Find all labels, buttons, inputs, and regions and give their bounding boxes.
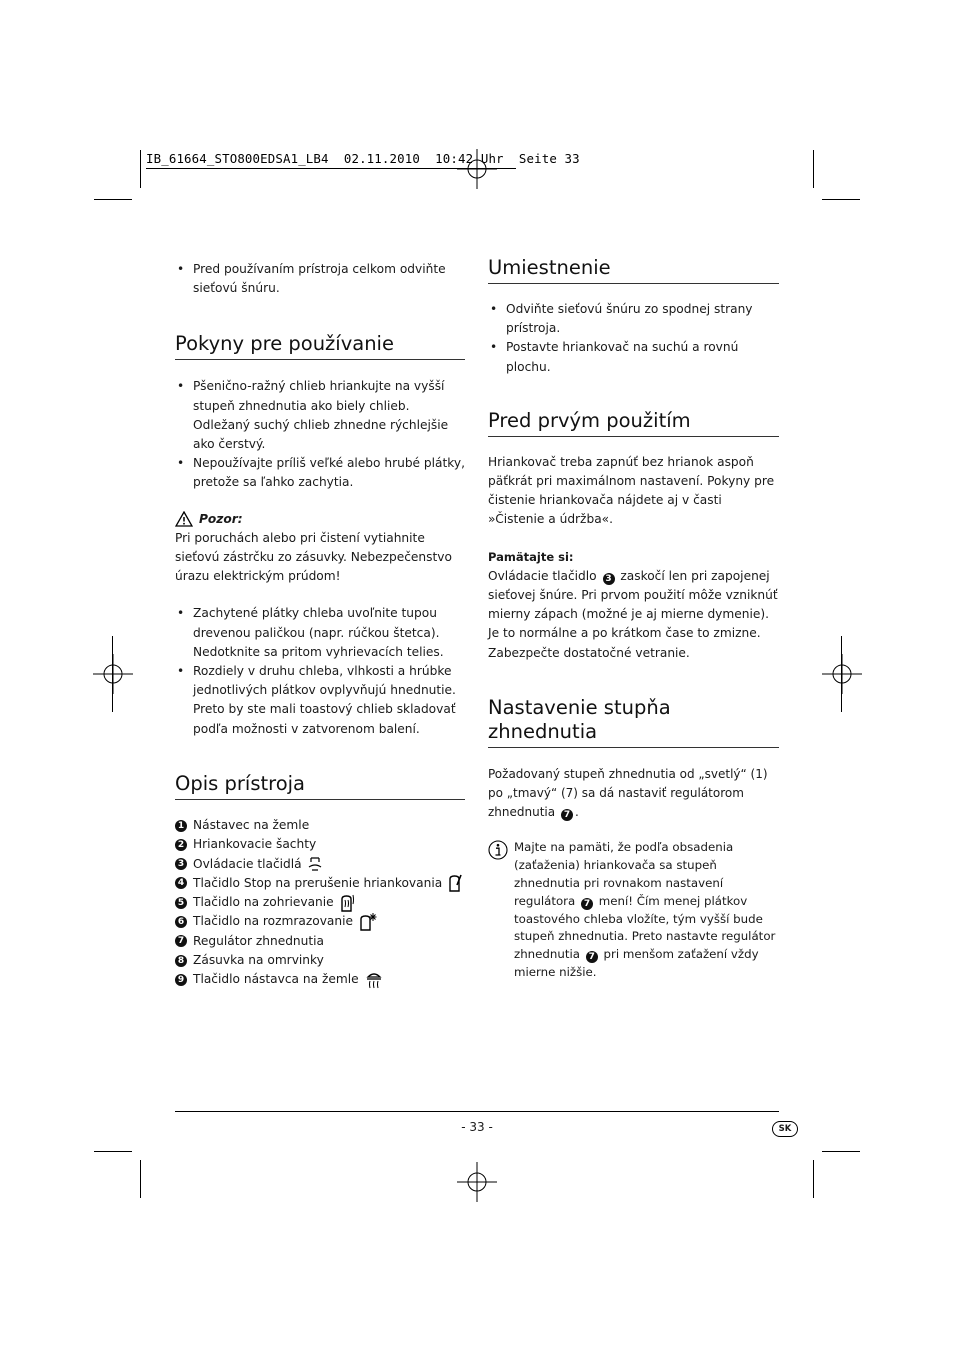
part-number: 4 [175, 877, 187, 889]
list-item: • Zachytené plátky chleba uvoľnite tupou drevenou paličkou (napr. rúčkou štetca). Nedotknite sa pritom vyhrievacích telies. [175, 604, 465, 662]
part-number: 5 [175, 897, 187, 909]
crop-mark [140, 150, 141, 188]
note-title: Pamätajte si: [488, 549, 574, 564]
info-icon [488, 840, 508, 860]
bun-warmer-icon [365, 970, 383, 990]
reheat-icon [340, 893, 356, 913]
crop-mark [94, 1151, 132, 1152]
part-item-1 [175, 816, 465, 835]
info-box [488, 839, 779, 981]
part-label: Tlačidlo na zohrievanie [193, 895, 334, 910]
note-text [488, 567, 779, 663]
footer-rule [175, 1111, 779, 1112]
lever-icon [308, 854, 322, 874]
registration-mark-icon [822, 654, 862, 694]
note-text-a: Ovládacie tlačidlo [488, 568, 597, 583]
part-number: 3 [175, 858, 187, 870]
part-number: 1 [175, 820, 187, 832]
crop-mark [112, 636, 113, 712]
list-item: • Pred používaním prístroja celkom odviňte sieťovú šnúru. [175, 260, 465, 298]
part-item-8 [175, 951, 465, 970]
crop-mark [813, 1160, 814, 1198]
part-label: Hriankovacie šachty [193, 837, 317, 852]
section-title-usage: Pokyny pre používanie [175, 332, 465, 360]
registration-mark-icon [93, 654, 133, 694]
part-item-4 [175, 874, 465, 893]
warning-heading [175, 510, 465, 529]
part-label: Tlačidlo Stop na prerušenie hriankovania [193, 875, 443, 890]
stop-toast-icon [448, 873, 464, 893]
info-text-c: pri menšom zaťažení vždy mierne nižšie. [514, 947, 759, 980]
browning-text [488, 765, 779, 823]
part-label: Regulátor zhnednutia [193, 933, 325, 948]
part-number: 7 [581, 898, 593, 910]
language-badge: SK [772, 1121, 798, 1137]
part-item-6 [175, 912, 465, 931]
crop-mark [822, 199, 860, 200]
list-item: • Postavte hriankovač na suchú a rovnú plochu. [488, 338, 779, 376]
part-label: Nástavec na žemle [193, 817, 310, 832]
section-title-browning: Nastavenie stupňa zhnednutia [488, 696, 779, 748]
part-item-5 [175, 893, 465, 912]
part-item-2 [175, 835, 465, 854]
list-item: • Rozdiely v druhu chleba, vlhkosti a hrúbke jednotlivých plátkov ovplyvňujú hnednutie. Preto by ste mali toastový chlieb skladovať podľa možnosti v zatvorenom balení. [175, 662, 465, 739]
list-item: • Nepoužívajte príliš veľké alebo hrubé plátky, pretože sa ľahko zachytia. [175, 454, 465, 492]
parts-list [175, 816, 465, 990]
usage-bullets [175, 377, 465, 492]
crop-mark [813, 150, 814, 188]
part-label: Tlačidlo nástavca na žemle [193, 972, 359, 987]
part-number: 7 [561, 809, 573, 821]
warning-text: Pri poruchách alebo pri čistení vytiahnite sieťovú zástrčku zo zásuvky. Nebezpečenstvo úrazu elektrickým prúdom! [175, 530, 452, 584]
part-item-9 [175, 970, 465, 989]
section-title-first-use: Pred prvým použitím [488, 409, 779, 437]
section-title-placement: Umiestnenie [488, 256, 779, 284]
page-number: - 33 - [461, 1120, 493, 1134]
right-column [488, 256, 779, 982]
left-column [175, 260, 465, 990]
part-number: 7 [175, 935, 187, 947]
crop-mark [822, 1151, 860, 1152]
part-item-3 [175, 854, 465, 873]
first-use-text: Hriankovač treba zapnúť bez hrianok aspoň päťkrát pri maximálnom nastavení. Pokyny pre čistenie hriankovača nájdete aj v časti »Čistenie a údržba«. [488, 454, 775, 527]
info-text-a: Majte na pamäti, že podľa obsadenia (zaťaženia) hriankovača sa stupeň zhnednutia pri rovnakom nastavení regulátora [514, 840, 734, 908]
list-item: • Odviňte sieťovú šnúru zo spodnej strany prístroja. [488, 300, 779, 338]
part-label: Zásuvka na omrvinky [193, 952, 324, 967]
browning-text-a: Požadovaný stupeň zhnednutia od „svetlý“ (1) po „tmavý“ (7) sa dá nastaviť regulátorom zhnednutia [488, 766, 768, 820]
part-number: 3 [603, 573, 615, 585]
crop-mark [841, 636, 842, 712]
intro-bullets [175, 260, 465, 298]
registration-mark-icon [457, 1162, 497, 1202]
print-slug-underline [146, 168, 516, 169]
part-number: 2 [175, 839, 187, 851]
placement-bullets [488, 300, 779, 377]
list-item: • Pšenično-ražný chlieb hriankujte na vyšší stupeň zhnednutia ako biely chlieb. Odležaný suchý chlieb zhnedne rýchlejšie ako čerstvý. [175, 377, 465, 454]
browning-text-b: . [574, 805, 579, 820]
info-text-b: mení! Čím menej plátkov toastového chleba vložíte, tým vyšší bude stupeň zhnednutia. Preto nastavte regulátor zhnednutia [514, 893, 776, 962]
part-number: 6 [175, 916, 187, 928]
part-number: 7 [586, 951, 598, 963]
part-number: 9 [175, 974, 187, 986]
part-label: Tlačidlo na rozmrazovanie [193, 914, 353, 929]
part-label: Ovládacie tlačidlá [193, 856, 302, 871]
warning-title: Pozor: [199, 511, 243, 526]
note-text-b: zaskočí len pri zapojenej sieťovej šnúre. Pri prvom použití môže vzniknúť mierny zápach (možné je aj mierne dymenie). Je to normálne a po krátkom čase to zmizne. Zabezpečte dostatočné vetranie. [488, 568, 778, 660]
part-number: 8 [175, 955, 187, 967]
warning-triangle-icon [175, 511, 193, 527]
crop-mark [140, 1160, 141, 1198]
part-item-7 [175, 932, 465, 951]
section-title-parts: Opis prístroja [175, 772, 465, 800]
usage-bullets-2 [175, 604, 465, 738]
crop-mark [94, 199, 132, 200]
defrost-icon [359, 912, 377, 932]
print-slug: IB_61664_STO800EDSA1_LB4 02.11.2010 10:42 Uhr Seite 33 [146, 151, 580, 166]
